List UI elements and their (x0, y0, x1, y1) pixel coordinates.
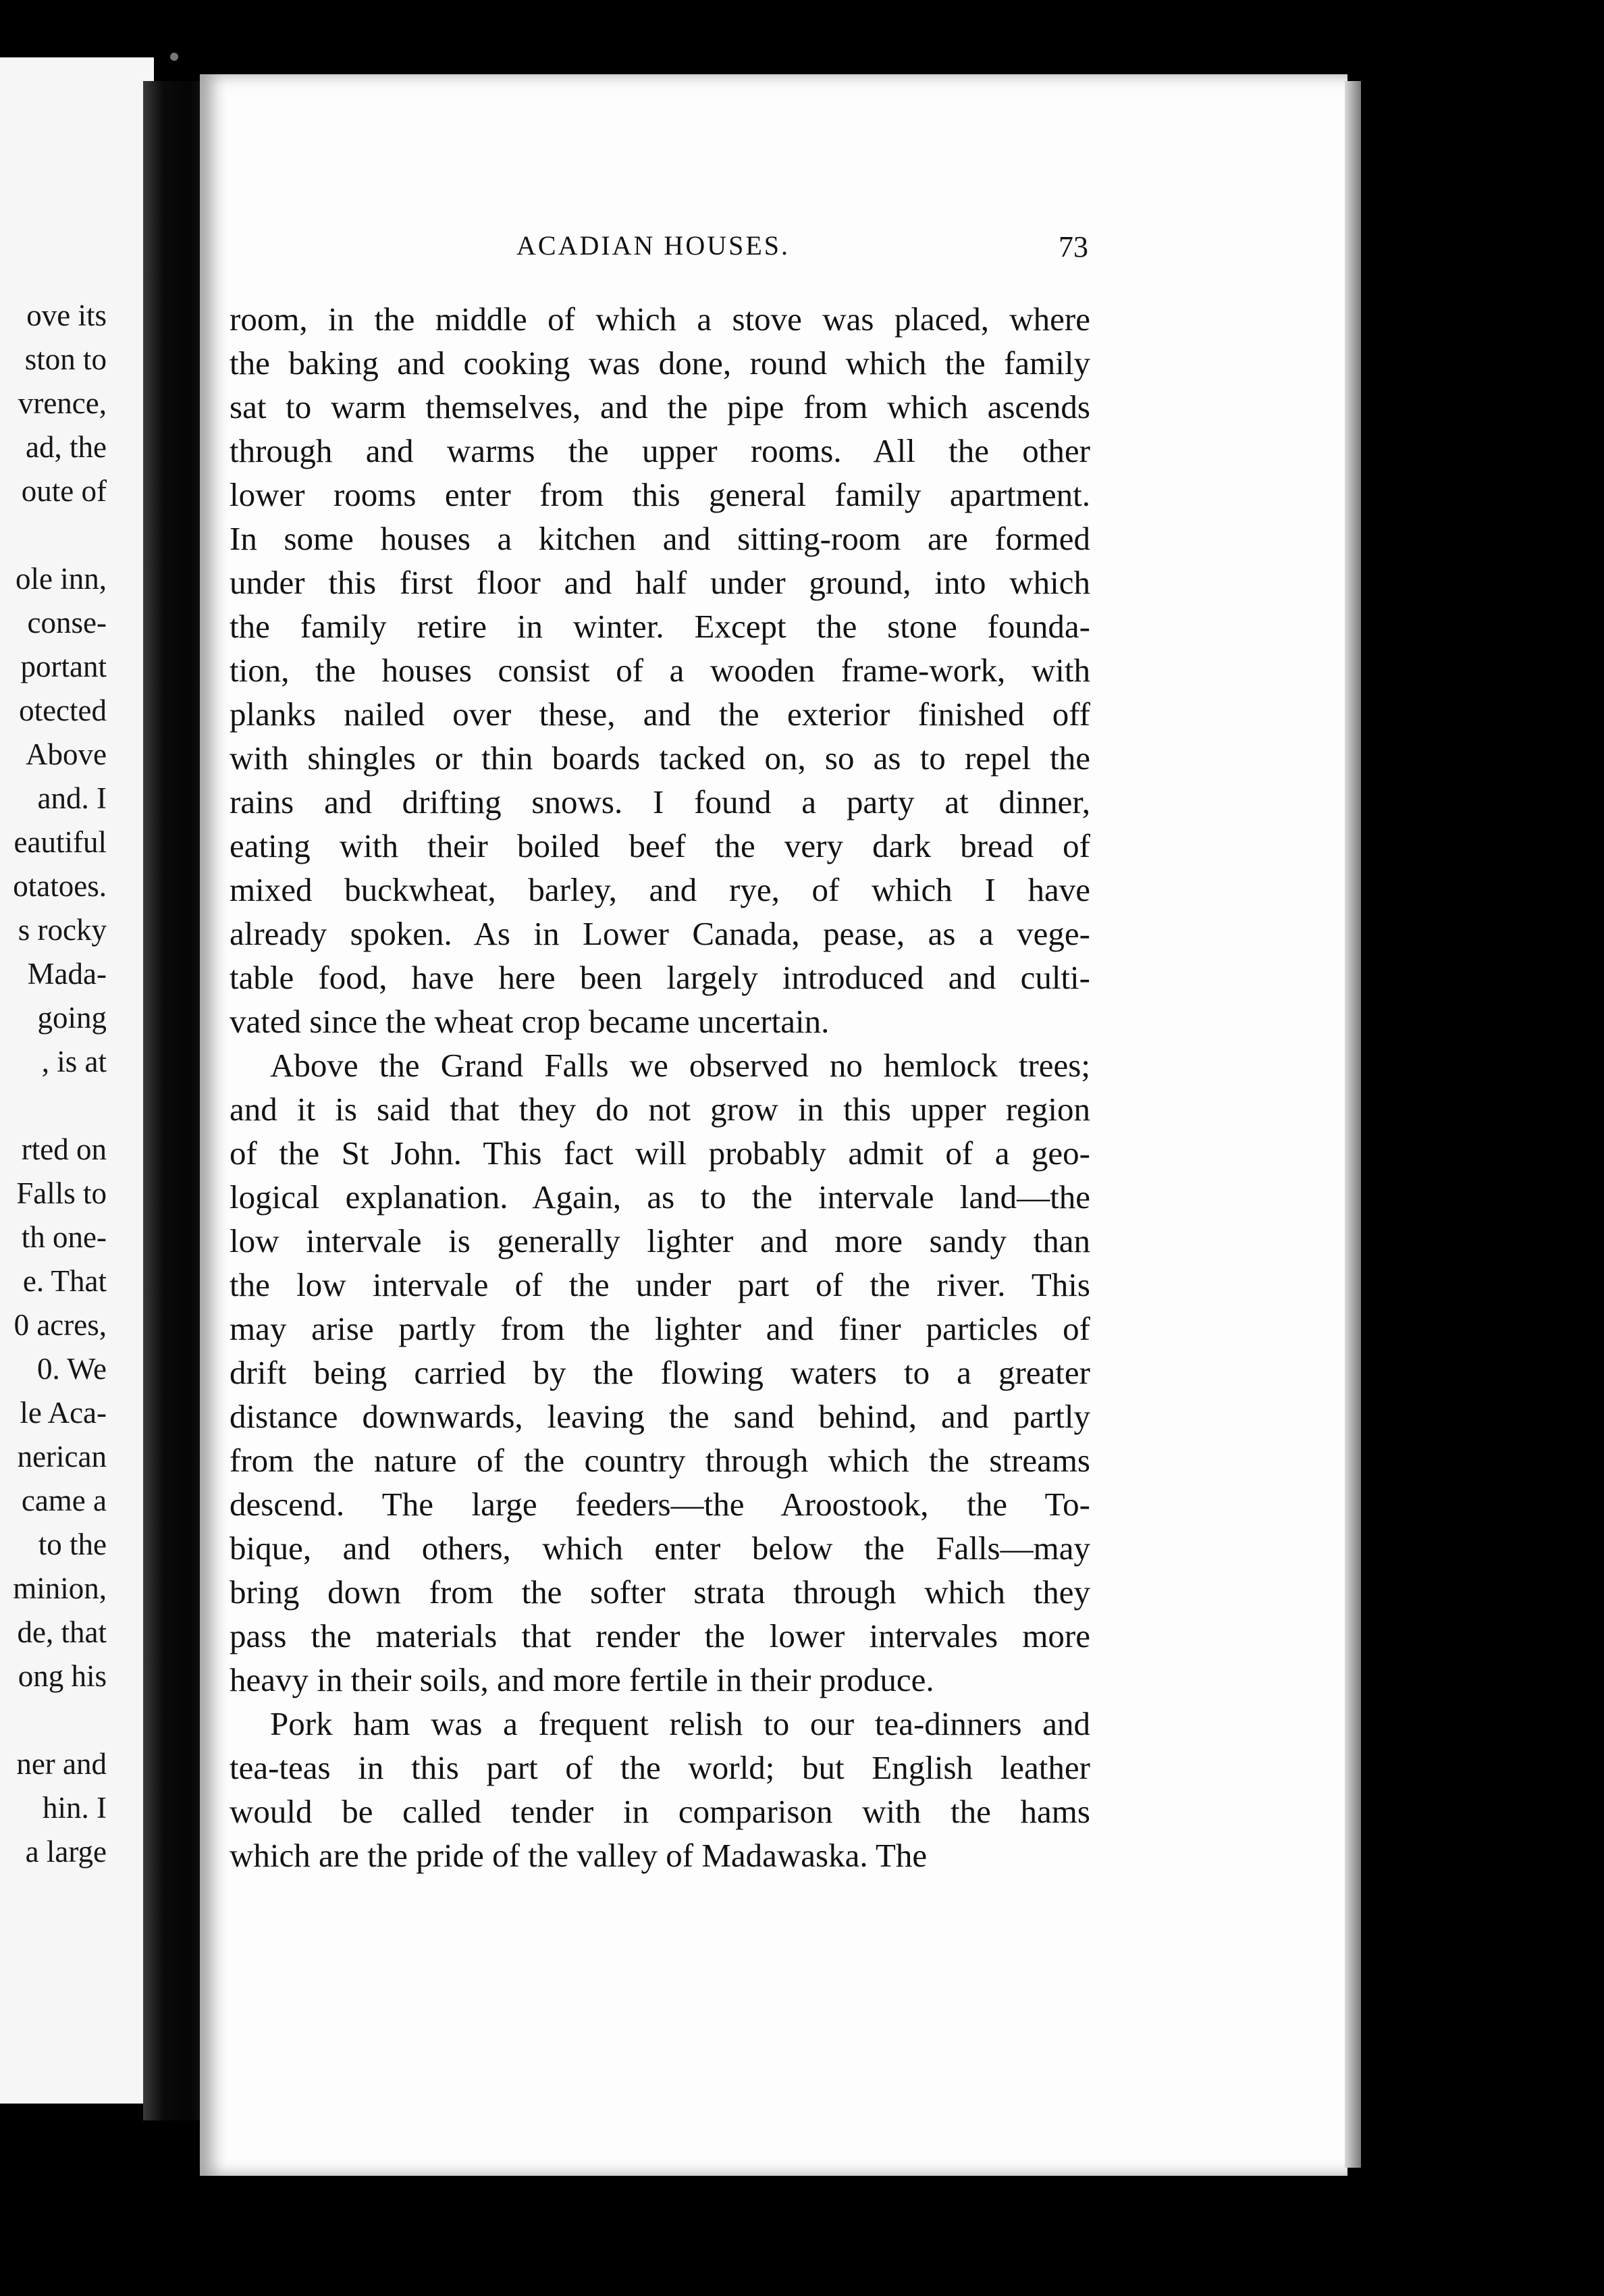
text-line: logical explanation. Again, as to the intervale land—the (230, 1178, 1090, 1216)
left-page-line: nerican (17, 1440, 107, 1473)
left-page-line: to the (38, 1528, 107, 1561)
text-line: may arise partly from the lighter and finer particles of (230, 1310, 1090, 1347)
left-page-line: ner and (16, 1747, 107, 1781)
paragraph (230, 297, 1090, 1043)
left-page-line (13, 513, 107, 557)
left-page-line: ad, the (26, 430, 107, 464)
text-line: would be called tender in comparison with the hams (230, 1793, 1090, 1830)
left-page-line: ove its (26, 298, 107, 332)
left-page-line: came a (21, 1484, 107, 1517)
text-line: Pork ham was a frequent relish to our tea-dinners and (270, 1705, 1090, 1742)
left-page-line: le Aca- (20, 1396, 107, 1430)
text-line: already spoken. As in Lower Canada, pease, as a vege- (230, 915, 1090, 952)
left-page-line: s rocky (18, 913, 107, 947)
text-line: planks nailed over these, and the exterior finished off (230, 696, 1090, 733)
text-line: eating with their boiled beef the very dark bread of (230, 827, 1090, 864)
text-line: In some houses a kitchen and sitting-room are formed (230, 520, 1090, 557)
left-page-line: , is at (41, 1045, 107, 1078)
left-page-line: and. I (37, 781, 107, 815)
paragraph (230, 1043, 1090, 1702)
text-line: the baking and cooking was done, round which the family (230, 344, 1090, 382)
left-page-line: e. That (22, 1264, 107, 1298)
left-page-line: hin. I (43, 1791, 107, 1825)
text-line: the low intervale of the under part of the river. This (230, 1266, 1090, 1303)
text-line: bring down from the softer strata through which they (230, 1573, 1090, 1611)
left-page-line: oute of (21, 474, 107, 508)
left-page-line: ong his (18, 1659, 107, 1693)
left-page-line: de, that (17, 1615, 107, 1649)
text-line: vated since the wheat crop became uncertain. (230, 1003, 830, 1040)
left-page-text (13, 294, 107, 1874)
left-page-fragment (0, 57, 154, 2104)
body-text (230, 297, 1090, 1877)
text-line: the family retire in winter. Except the stone founda- (230, 608, 1090, 645)
text-line: sat to warm themselves, and the pipe from which ascends (230, 388, 1090, 425)
text-line: heavy in their soils, and more fertile in their produce. (230, 1661, 934, 1698)
left-page-line: 0 acres, (14, 1308, 107, 1342)
left-page-line: otatoes. (13, 869, 107, 903)
left-page-line: conse- (27, 606, 107, 640)
left-page-line: otected (19, 694, 107, 727)
text-line: descend. The large feeders—the Aroostook, the To- (230, 1486, 1090, 1523)
text-line: with shingles or thin boards tacked on, so as to repel the (230, 739, 1090, 777)
text-line: distance downwards, leaving the sand behind, and partly (230, 1398, 1090, 1435)
left-page-line: ston to (24, 342, 107, 376)
left-page-line (13, 1084, 107, 1128)
page-number: 73 (1059, 230, 1088, 263)
left-page-line: a large (25, 1835, 107, 1869)
left-page-line: Above (26, 737, 107, 771)
text-line: table food, have here been largely introduced and culti- (230, 959, 1090, 996)
left-page-line: vrence, (18, 386, 107, 420)
text-line: tion, the houses consist of a wooden frame-work, with (230, 652, 1090, 689)
left-page-line: Falls to (16, 1176, 107, 1210)
text-line: pass the materials that render the lower intervales more (230, 1617, 1090, 1654)
left-page-line (13, 1698, 107, 1742)
left-page-line: minion, (13, 1571, 107, 1605)
left-page-line: Mada- (27, 957, 107, 991)
left-page-line: eautiful (14, 825, 107, 859)
running-title: ACADIAN HOUSES. (516, 230, 791, 261)
text-line: drift being carried by the flowing waters to a greater (230, 1354, 1090, 1391)
text-line: which are the pride of the valley of Madawaska. The (230, 1837, 928, 1874)
text-line: lower rooms enter from this general family apartment. (230, 476, 1090, 513)
text-line: Above the Grand Falls we observed no hemlock trees; (270, 1047, 1090, 1084)
page-edge (1345, 81, 1361, 2168)
text-line: low intervale is generally lighter and more sandy than (230, 1222, 1090, 1259)
left-page-line: portant (20, 650, 107, 683)
left-page-line: going (37, 1001, 107, 1035)
left-page-line: rted on (21, 1132, 107, 1166)
left-page-line: ole inn, (16, 562, 107, 596)
text-line: from the nature of the country through which the streams (230, 1442, 1090, 1479)
text-line: bique, and others, which enter below the Falls—may (230, 1530, 1090, 1567)
text-line: and it is said that they do not grow in this upper region (230, 1091, 1090, 1128)
left-page-line: 0. We (36, 1352, 107, 1386)
text-line: tea-teas in this part of the world; but English leather (230, 1749, 1090, 1786)
text-line: under this first floor and half under ground, into which (230, 564, 1090, 601)
left-page-line: th one- (21, 1220, 107, 1254)
text-line: of the St John. This fact will probably admit of a geo- (230, 1134, 1090, 1172)
text-line: rains and drifting snows. I found a party at dinner, (230, 783, 1090, 820)
text-line: room, in the middle of which a stove was placed, where (230, 301, 1090, 338)
text-line: mixed buckwheat, barley, and rye, of which I have (230, 871, 1090, 908)
paragraph (230, 1702, 1090, 1877)
text-line: through and warms the upper rooms. All the other (230, 432, 1090, 469)
print-speck (170, 53, 178, 61)
